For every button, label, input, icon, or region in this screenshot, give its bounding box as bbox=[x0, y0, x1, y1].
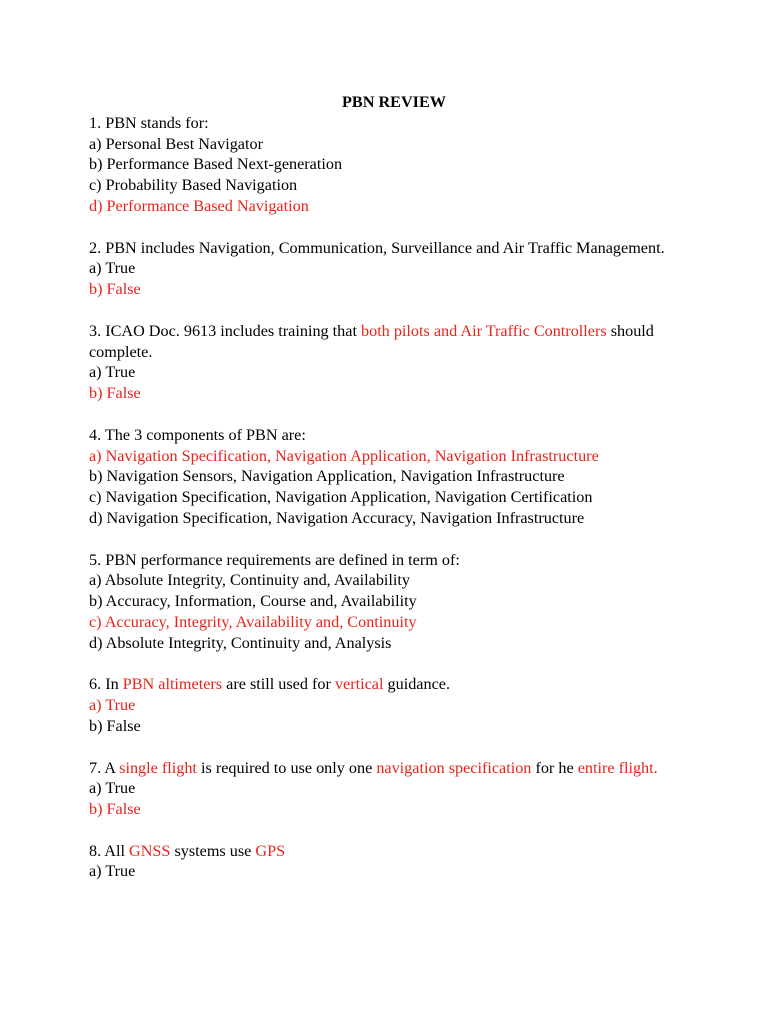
answer-option: a) True bbox=[89, 862, 136, 881]
question-stem bbox=[89, 674, 689, 695]
stem-text: 4. The 3 components of PBN are: bbox=[89, 425, 306, 444]
document-page bbox=[89, 92, 689, 903]
question-3 bbox=[89, 321, 689, 404]
document-title: PBN REVIEW bbox=[342, 93, 446, 111]
question-stem bbox=[89, 425, 689, 446]
answer-option: b) Accuracy, Information, Course and, Availability bbox=[89, 592, 417, 611]
question-1 bbox=[89, 113, 689, 217]
answer-option-correct: b) False bbox=[89, 384, 141, 403]
question-stem bbox=[89, 758, 689, 779]
stem-text: should complete. bbox=[89, 321, 654, 361]
highlighted-text: entire flight. bbox=[577, 758, 658, 777]
answer-option: d) Navigation Specification, Navigation Accuracy, Navigation Infrastructure bbox=[89, 508, 585, 527]
stem-text: 7. A bbox=[89, 758, 120, 777]
stem-text: 1. PBN stands for: bbox=[89, 113, 209, 132]
answer-option: c) Navigation Specification, Navigation Application, Navigation Certification bbox=[89, 488, 593, 507]
stem-text: 5. PBN performance requirements are defined in term of: bbox=[89, 550, 460, 569]
answer-option-correct: b) False bbox=[89, 800, 141, 819]
stem-text: 3. ICAO Doc. 9613 includes training that bbox=[89, 321, 361, 340]
answer-option: d) Absolute Integrity, Continuity and, Analysis bbox=[89, 633, 392, 652]
highlighted-text: both pilots and Air Traffic Controllers bbox=[361, 321, 607, 340]
answer-option: b) Navigation Sensors, Navigation Application, Navigation Infrastructure bbox=[89, 467, 565, 486]
stem-text: systems use bbox=[170, 841, 256, 860]
stem-text: is required to use only one bbox=[196, 758, 377, 777]
stem-text: for he bbox=[531, 758, 578, 777]
answer-option: a) Personal Best Navigator bbox=[89, 134, 263, 153]
highlighted-text: single flight bbox=[119, 758, 197, 777]
answer-option: a) Absolute Integrity, Continuity and, Availability bbox=[89, 571, 411, 590]
highlighted-text: navigation specification bbox=[376, 758, 532, 777]
answer-option-correct: a) True bbox=[89, 696, 136, 715]
question-8 bbox=[89, 841, 689, 883]
answer-option-correct: d) Performance Based Navigation bbox=[89, 196, 309, 215]
answer-option: a) True bbox=[89, 259, 136, 278]
answer-option-correct: c) Accuracy, Integrity, Availability and, Continuity bbox=[89, 612, 417, 631]
question-stem bbox=[89, 550, 689, 571]
highlighted-text: vertical bbox=[334, 675, 384, 694]
stem-text: 8. All bbox=[89, 841, 130, 860]
stem-text: are still used for bbox=[222, 675, 335, 694]
stem-text: guidance. bbox=[383, 675, 450, 694]
question-6 bbox=[89, 674, 689, 736]
question-stem bbox=[89, 113, 689, 134]
answer-option-correct: a) Navigation Specification, Navigation Application, Navigation Infrastructure bbox=[89, 446, 599, 465]
question-5 bbox=[89, 550, 689, 654]
question-stem bbox=[89, 321, 689, 363]
question-2 bbox=[89, 238, 689, 300]
highlighted-text: GNSS bbox=[129, 841, 171, 860]
answer-option: b) Performance Based Next-generation bbox=[89, 155, 343, 174]
answer-option-correct: b) False bbox=[89, 280, 141, 299]
question-list bbox=[89, 113, 689, 882]
answer-option: a) True bbox=[89, 363, 136, 382]
question-stem bbox=[89, 238, 689, 259]
stem-text: 2. PBN includes Navigation, Communication, Surveillance and Air Traffic Management. bbox=[89, 238, 665, 257]
answer-option: c) Probability Based Navigation bbox=[89, 176, 298, 195]
question-stem bbox=[89, 841, 689, 862]
stem-text: 6. In bbox=[89, 675, 123, 694]
question-4 bbox=[89, 425, 689, 529]
answer-option: b) False bbox=[89, 716, 141, 735]
highlighted-text: PBN altimeters bbox=[122, 675, 223, 694]
highlighted-text: GPS bbox=[255, 841, 286, 860]
question-7 bbox=[89, 758, 689, 820]
answer-option: a) True bbox=[89, 779, 136, 798]
